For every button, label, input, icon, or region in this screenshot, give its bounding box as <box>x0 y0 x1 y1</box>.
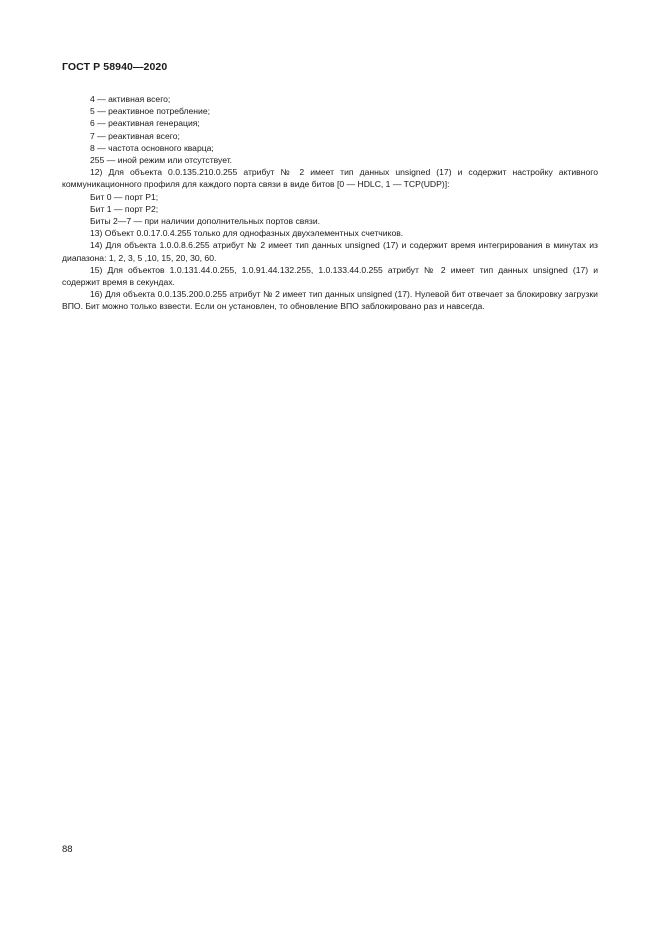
list-item: 7 — реактивная всего; <box>90 130 180 141</box>
list-item: 6 — реактивная генерация; <box>90 118 200 129</box>
bit-item: Бит 1 — порт P2; <box>90 203 159 214</box>
page-number: 88 <box>62 844 73 855</box>
bit-item: Биты 2—7 — при наличии дополнительных портов связи. <box>90 216 321 227</box>
bit-item: Бит 0 — порт P1; <box>90 191 159 202</box>
note-12-paragraph: 12) Для объекта 0.0.135.210.0.255 атрибут № 2 имеет тип данных unsigned (17) и содержит настройку активного коммуникационного профиля для каждого порта связи в виде битов [0 — HDLC, 1 — TCP(UDP)]: <box>62 167 598 190</box>
document-body <box>62 93 598 313</box>
list-item: 4 — активная всего; <box>90 94 171 104</box>
note-14-paragraph: 14) Для объекта 1.0.0.8.6.255 атрибут № 2 имеет тип данных unsigned (17) и содержит время интегрирования в минутах из диапазона: 1, 2, 3, 5 ,10, 15, 20, 30, 60. <box>62 240 598 263</box>
list-item: 8 — частота основного кварца; <box>90 142 214 153</box>
list-item: 5 — реактивное потребление; <box>90 106 211 117</box>
document-header: ГОСТ Р 58940—2020 <box>62 61 168 73</box>
note-15-paragraph: 15) Для объектов 1.0.131.44.0.255, 1.0.91.44.132.255, 1.0.133.44.0.255 атрибут № 2 имеет тип данных unsigned (17) и содержит время в секундах. <box>62 264 598 288</box>
list-item: 255 — иной режим или отсутствует. <box>90 155 233 166</box>
note-16-paragraph: 16) Для объекта 0.0.135.200.0.255 атрибут № 2 имеет тип данных unsigned (17). Нулевой бит отвечает за блокировку загрузки ВПО. Бит можно только взвести. Если он установлен, то обновление ВПО заблокировано раз и навсегда. <box>62 289 598 312</box>
note-13-paragraph: 13) Объект 0.0.17.0.4.255 только для однофазных двухэлементных счетчиков. <box>90 228 404 239</box>
